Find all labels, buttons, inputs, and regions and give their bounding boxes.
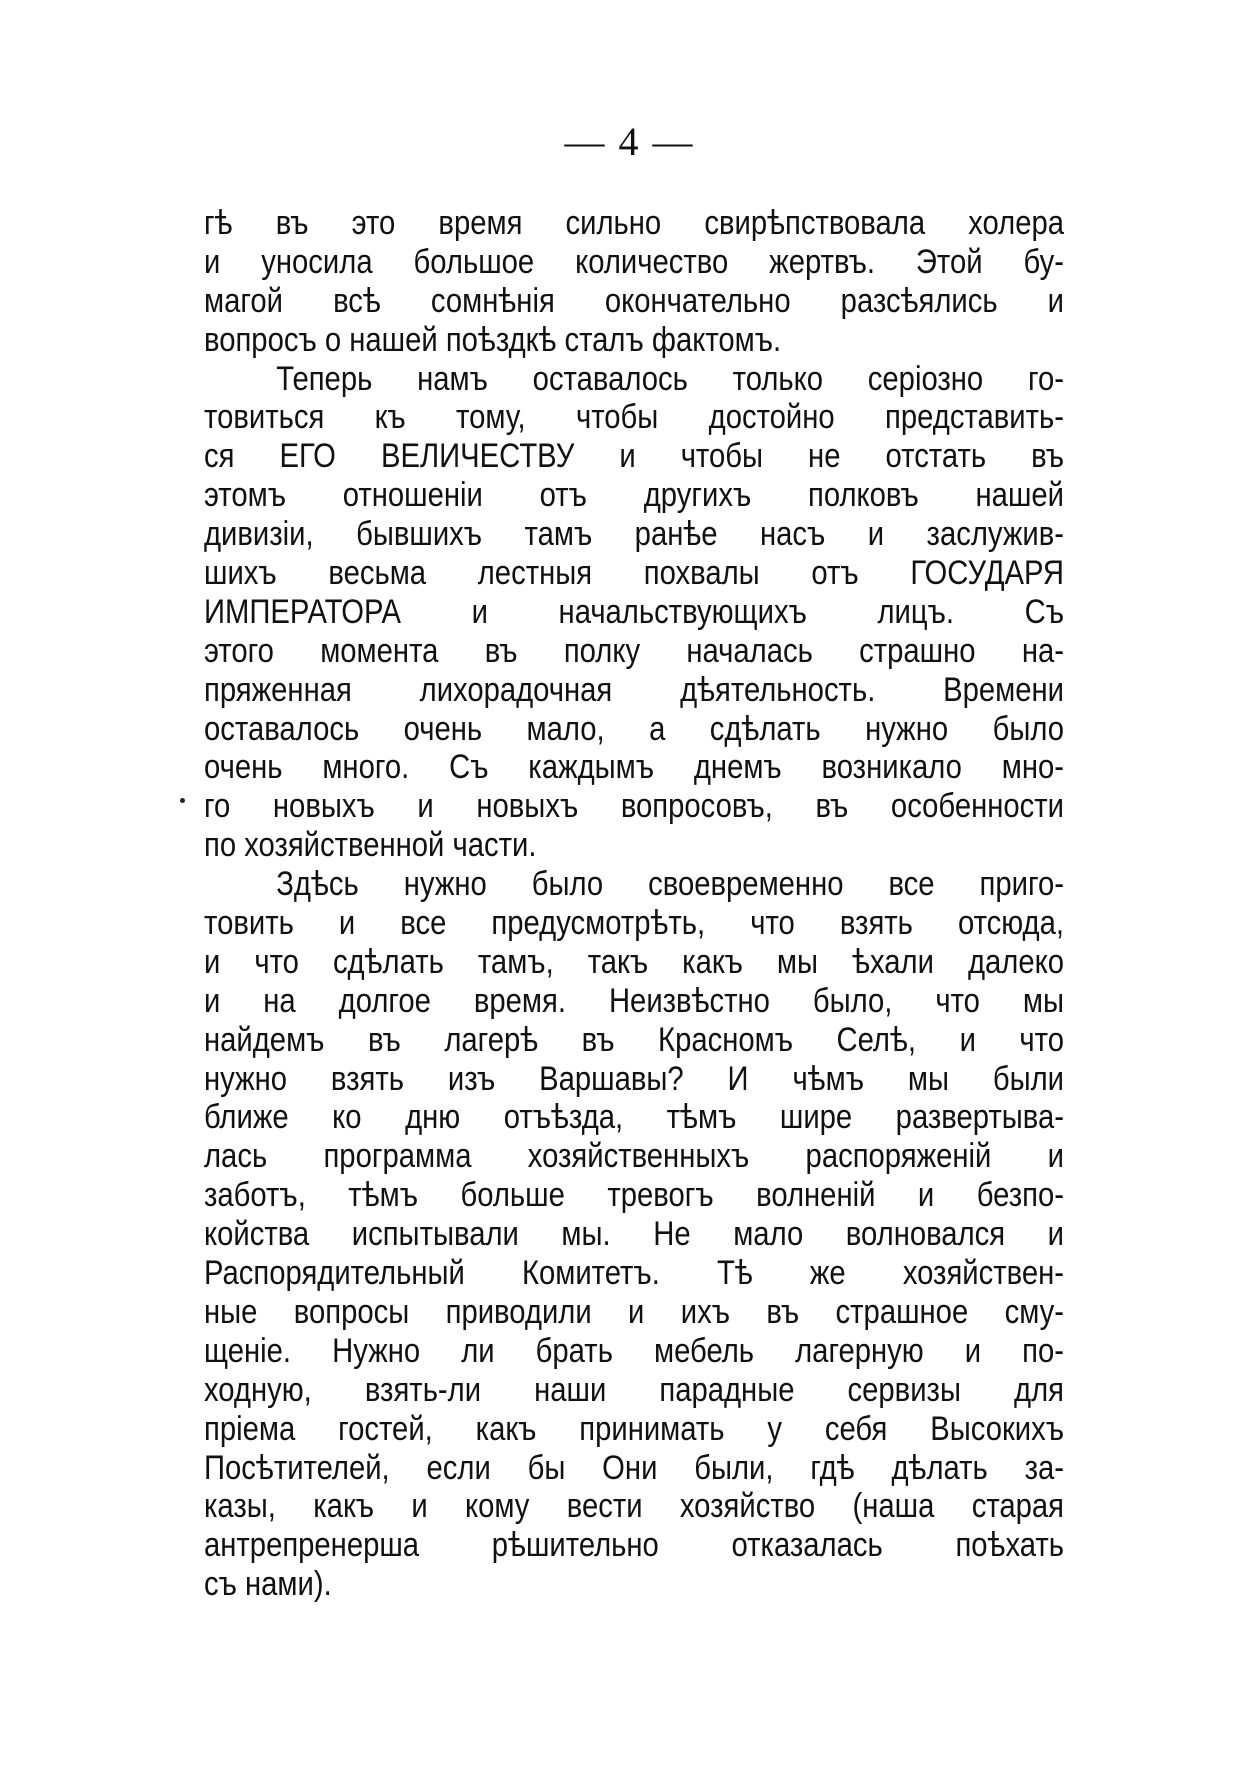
text-line: го новыхъ и новыхъ вопросовъ, въ особенности	[204, 787, 1064, 826]
text-line: и на долгое время. Неизвѣстно было, что мы	[204, 981, 1064, 1020]
text-line: нужно взять изъ Варшавы? И чѣмъ мы были	[204, 1059, 1064, 1098]
paragraph-start-line: Здѣсь нужно было своевременно все приго-	[276, 865, 1064, 904]
text-line: этого момента въ полку началась страшно на-	[204, 631, 1064, 670]
text-line: пряженная лихорадочная дѣятельность. Времени	[204, 670, 1064, 709]
text-line: щеніе. Нужно ли брать мебель лагерную и по-	[204, 1331, 1064, 1370]
text-line: и уносила большое количество жертвъ. Этой бу-	[204, 242, 1064, 281]
body-text	[204, 204, 1064, 1604]
page-number: — 4 —	[564, 119, 695, 164]
text-line: дивизіи, бывшихъ тамъ ранѣе насъ и заслужив-	[204, 515, 1064, 554]
text-line: найдемъ въ лагерѣ въ Красномъ Селѣ, и что	[204, 1020, 1064, 1059]
text-line: ИМПЕРАТОРА и начальствующихъ лицъ. Съ	[204, 592, 1064, 631]
text-line: Посѣтителей, если бы Они были, гдѣ дѣлать за-	[204, 1448, 1064, 1487]
text-line: пріема гостей, какъ принимать у себя Высокихъ	[204, 1409, 1064, 1448]
text-line: Распорядительный Комитетъ. Тѣ же хозяйствен-	[204, 1254, 1064, 1293]
text-line: ные вопросы приводили и ихъ въ страшное сму-	[204, 1292, 1064, 1331]
text-line: магой всѣ сомнѣнія окончательно разсѣялись и	[204, 281, 1064, 320]
text-line: ближе ко дню отъѣзда, тѣмъ шире развертыва-	[204, 1098, 1064, 1137]
text-line: съ нами).	[204, 1565, 332, 1604]
text-line: вопросъ о нашей поѣздкѣ сталъ фактомъ.	[204, 320, 782, 359]
text-line: шихъ весьма лестныя похвалы отъ ГОСУДАРЯ	[204, 554, 1064, 593]
text-line: этомъ отношеніи отъ другихъ полковъ нашей	[204, 476, 1064, 515]
text-line: оставалось очень мало, а сдѣлать нужно было	[204, 709, 1064, 748]
text-line: товиться къ тому, чтобы достойно представить-	[204, 398, 1064, 437]
text-line: гѣ въ это время сильно свирѣпствовала холера	[204, 204, 1064, 242]
text-line: и что сдѣлать тамъ, такъ какъ мы ѣхали далеко	[204, 942, 1064, 981]
text-line: по хозяйственной части.	[204, 826, 537, 865]
text-line: очень много. Съ каждымъ днемъ возникало мно-	[204, 748, 1064, 787]
text-line: лась программа хозяйственныхъ распоряженій и	[204, 1137, 1064, 1176]
text-line: ся ЕГО ВЕЛИЧЕСТВУ и чтобы не отстать въ	[204, 437, 1064, 476]
text-line: казы, какъ и кому вести хозяйство (наша старая	[204, 1487, 1064, 1526]
ink-speck	[180, 798, 185, 803]
paragraph-start-line: Теперь намъ оставалось только серіозно го-	[276, 359, 1064, 398]
text-line: товить и все предусмотрѣть, что взять отсюда,	[204, 904, 1064, 943]
text-line: заботъ, тѣмъ больше тревогъ волненій и безпо-	[204, 1176, 1064, 1215]
text-line: ходную, взять-ли наши парадные сервизы для	[204, 1370, 1064, 1409]
text-line: койства испытывали мы. Не мало волновался и	[204, 1215, 1064, 1254]
text-line: антрепренерша рѣшительно отказалась поѣхать	[204, 1526, 1064, 1565]
